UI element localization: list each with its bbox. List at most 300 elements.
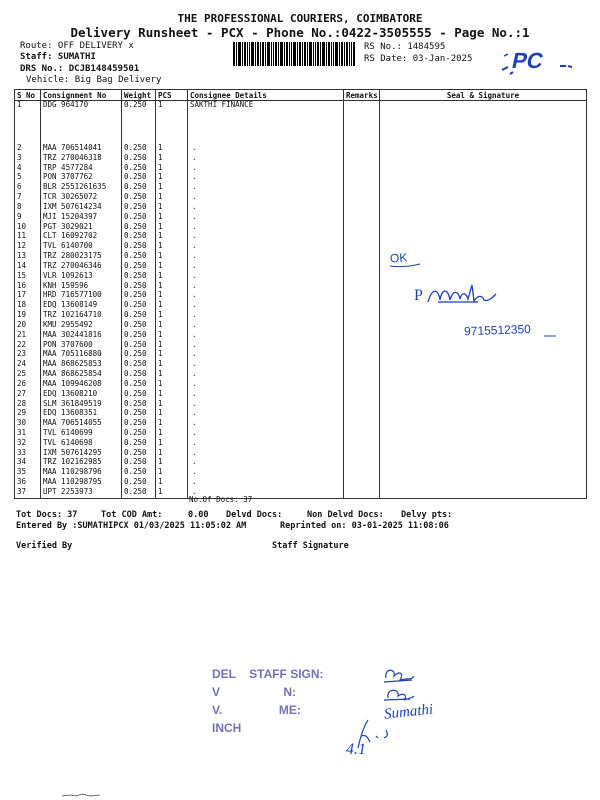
cell-sno: 32	[15, 439, 41, 449]
cell-remarks	[344, 360, 380, 370]
cell-remarks	[344, 252, 380, 262]
col-header-remarks: Remarks	[344, 90, 380, 101]
cell-consignment-no: EDQ 13608351	[41, 409, 122, 419]
cell-seal-signature	[380, 439, 587, 449]
cell-consignee: .	[188, 173, 344, 183]
barcode-image	[233, 42, 355, 66]
table-row	[15, 400, 587, 410]
cell-remarks	[344, 232, 380, 242]
pc-stamp-mark	[498, 44, 578, 78]
stamp-line-2: V N:	[212, 685, 297, 699]
cell-sno: 3	[15, 154, 41, 164]
cell-consignee: .	[188, 272, 344, 282]
cell-consignment-no: PON 3707762	[41, 173, 122, 183]
col-header-weight: Weight	[122, 90, 156, 101]
cell-weight: 0.250	[122, 223, 156, 233]
cell-consignment-no: TRZ 270046318	[41, 154, 122, 164]
table-row	[15, 173, 587, 183]
cell-pcs: 1	[156, 154, 188, 164]
cell-consignee: .	[188, 213, 344, 223]
cell-remarks	[344, 439, 380, 449]
cell-sno: 19	[15, 311, 41, 321]
cell-remarks	[344, 380, 380, 390]
route-label: Route: OFF DELIVERY x	[20, 41, 134, 51]
cell-weight: 0.250	[122, 203, 156, 213]
cell-remarks	[344, 370, 380, 380]
cell-weight: 0.250	[122, 341, 156, 351]
cell-remarks	[344, 164, 380, 174]
cell-pcs: 1	[156, 468, 188, 478]
staff-signature-label: Staff Signature	[272, 541, 349, 551]
handwritten-signature	[412, 280, 522, 310]
cell-weight: 0.250	[122, 252, 156, 262]
cell-weight: 0.250	[122, 468, 156, 478]
cell-consignment-no: TRZ 280023175	[41, 252, 122, 262]
cell-remarks	[344, 203, 380, 213]
cell-seal-signature	[380, 101, 587, 144]
table-row	[15, 154, 587, 164]
cell-sno: 12	[15, 242, 41, 252]
cell-remarks	[344, 262, 380, 272]
cell-sno: 30	[15, 419, 41, 429]
cell-remarks	[344, 488, 380, 499]
cell-seal-signature	[380, 183, 587, 193]
cell-consignee: .	[188, 439, 344, 449]
table-row	[15, 262, 587, 272]
cell-consignment-no: MAA 868625854	[41, 370, 122, 380]
cell-sno: 7	[15, 193, 41, 203]
delivery-stamp	[200, 662, 470, 774]
table-row	[15, 370, 587, 380]
cell-pcs: 1	[156, 291, 188, 301]
cell-pcs: 1	[156, 183, 188, 193]
cell-pcs: 1	[156, 321, 188, 331]
cell-sno: 6	[15, 183, 41, 193]
cell-seal-signature	[380, 223, 587, 233]
cell-remarks	[344, 183, 380, 193]
cell-consignment-no: MAA 110298796	[41, 468, 122, 478]
table-row	[15, 242, 587, 252]
cell-sno: 21	[15, 331, 41, 341]
cell-consignee: .	[188, 262, 344, 272]
cell-remarks	[344, 331, 380, 341]
cell-consignment-no: EDQ 13608210	[41, 390, 122, 400]
cell-consignment-no: MAA 705116880	[41, 350, 122, 360]
cell-pcs: 1	[156, 390, 188, 400]
cell-weight: 0.250	[122, 272, 156, 282]
cell-pcs: 1	[156, 478, 188, 488]
cell-weight: 0.250	[122, 282, 156, 292]
cell-sno: 37	[15, 488, 41, 499]
cell-pcs: 1	[156, 252, 188, 262]
stamp-line-1: DEL STAFF SIGN:	[212, 667, 324, 681]
cell-consignment-no: TCR 30265072	[41, 193, 122, 203]
table-row	[15, 380, 587, 390]
no-of-docs: No.Of Docs: 37	[189, 495, 253, 504]
cell-weight: 0.250	[122, 262, 156, 272]
cell-sno: 28	[15, 400, 41, 410]
cell-pcs: 1	[156, 213, 188, 223]
cell-pcs: 1	[156, 341, 188, 351]
cell-weight: 0.250	[122, 331, 156, 341]
cell-sno: 36	[15, 478, 41, 488]
cell-consignee: .	[188, 242, 344, 252]
cell-weight: 0.250	[122, 380, 156, 390]
table-row	[15, 193, 587, 203]
cell-pcs: 1	[156, 409, 188, 419]
cell-remarks	[344, 429, 380, 439]
drs-number: DRS No.: DCJB148459501	[20, 64, 140, 74]
cell-weight: 0.250	[122, 449, 156, 459]
cell-consignee: .	[188, 350, 344, 360]
col-header-consignee: Consignee Details	[188, 90, 344, 101]
cell-weight: 0.250	[122, 429, 156, 439]
cell-pcs: 1	[156, 232, 188, 242]
cell-consignee: .	[188, 429, 344, 439]
cell-pcs: 1	[156, 458, 188, 468]
cell-consignee: .	[188, 380, 344, 390]
cell-weight: 0.250	[122, 350, 156, 360]
handwritten-ok	[388, 248, 424, 268]
cell-remarks	[344, 409, 380, 419]
cell-consignee: .	[188, 232, 344, 242]
cell-weight: 0.250	[122, 311, 156, 321]
delivered-docs: Delvd Docs:	[226, 510, 283, 520]
cell-consignee: .	[188, 360, 344, 370]
cell-pcs: 1	[156, 449, 188, 459]
col-header-consignment: Consignment No	[41, 90, 122, 101]
cell-remarks	[344, 272, 380, 282]
cell-consignment-no: TVL 6140698	[41, 439, 122, 449]
cell-seal-signature	[380, 164, 587, 174]
cell-consignment-no: MJI 15204397	[41, 213, 122, 223]
cell-sno: 4	[15, 164, 41, 174]
cell-consignee: .	[188, 311, 344, 321]
pc-stamp-text: PC	[509, 48, 546, 73]
cell-consignee: .	[188, 341, 344, 351]
cell-remarks	[344, 458, 380, 468]
table-row	[15, 164, 587, 174]
cell-pcs: 1	[156, 360, 188, 370]
cell-consignee: .	[188, 223, 344, 233]
cell-remarks	[344, 449, 380, 459]
cell-sno: 15	[15, 272, 41, 282]
cell-consignment-no: PGT 3029021	[41, 223, 122, 233]
cell-pcs: 1	[156, 400, 188, 410]
cell-weight: 0.250	[122, 164, 156, 174]
cell-consignee: .	[188, 488, 344, 499]
cell-sno: 10	[15, 223, 41, 233]
cell-pcs: 1	[156, 331, 188, 341]
company-name: THE PROFESSIONAL COURIERS, COIMBATORE	[177, 12, 423, 25]
cell-consignee: .	[188, 468, 344, 478]
cell-consignment-no: IXM 507614295	[41, 449, 122, 459]
cell-consignment-no: TRZ 102162985	[41, 458, 122, 468]
cell-consignee: .	[188, 144, 344, 154]
cell-seal-signature	[380, 468, 587, 478]
table-row	[15, 478, 587, 488]
handwritten-ok-text: OK	[389, 250, 408, 266]
cell-consignee: .	[188, 390, 344, 400]
table-row	[15, 232, 587, 242]
cell-consignee: .	[188, 419, 344, 429]
cell-consignment-no: MAA 706514041	[41, 144, 122, 154]
cell-sno: 16	[15, 282, 41, 292]
handwritten-phone-text: 9715512350	[463, 321, 532, 339]
cell-pcs: 1	[156, 439, 188, 449]
cell-weight: 0.250	[122, 458, 156, 468]
cell-weight: 0.250	[122, 242, 156, 252]
cell-sno: 20	[15, 321, 41, 331]
col-header-seal: Seal & Signature	[380, 90, 587, 101]
cell-consignee: .	[188, 301, 344, 311]
table-header-row	[15, 90, 587, 101]
table-row	[15, 223, 587, 233]
table-row	[15, 144, 587, 154]
cell-sno: 25	[15, 370, 41, 380]
cell-remarks	[344, 144, 380, 154]
table-row	[15, 458, 587, 468]
handwritten-signature-initial: P	[414, 287, 423, 304]
vehicle-label: Vehicle: Big Bag Delivery	[26, 75, 162, 85]
cell-remarks	[344, 193, 380, 203]
cell-sno: 29	[15, 409, 41, 419]
cell-remarks	[344, 223, 380, 233]
cell-sno: 27	[15, 390, 41, 400]
cell-consignment-no: MAA 868625853	[41, 360, 122, 370]
table-row	[15, 101, 587, 144]
cell-seal-signature	[380, 380, 587, 390]
cell-consignee: .	[188, 458, 344, 468]
cell-consignee: .	[188, 252, 344, 262]
cell-weight: 0.250	[122, 154, 156, 164]
table-row	[15, 468, 587, 478]
cell-seal-signature	[380, 488, 587, 499]
cell-consignee: .	[188, 164, 344, 174]
cell-seal-signature	[380, 154, 587, 164]
cell-consignment-no: MAA 110298795	[41, 478, 122, 488]
cell-remarks	[344, 468, 380, 478]
cell-consignment-no: TVL 6140700	[41, 242, 122, 252]
rs-number: RS No.: 1484595	[364, 42, 446, 52]
cell-pcs: 1	[156, 429, 188, 439]
cell-consignment-no: MAA 706514055	[41, 419, 122, 429]
cell-consignee: .	[188, 370, 344, 380]
cell-consignment-no: EDQ 13608149	[41, 301, 122, 311]
cell-weight: 0.250	[122, 439, 156, 449]
stamp-line-4: INCH	[212, 721, 242, 735]
cell-remarks	[344, 400, 380, 410]
cell-pcs: 1	[156, 419, 188, 429]
cell-pcs: 1	[156, 380, 188, 390]
cell-consignment-no: DDG 964170	[41, 101, 122, 144]
cell-pcs: 1	[156, 223, 188, 233]
cell-remarks	[344, 173, 380, 183]
cell-pcs: 1	[156, 173, 188, 183]
total-docs: Tot Docs: 37	[16, 510, 78, 520]
cell-seal-signature	[380, 409, 587, 419]
cell-consignment-no: TVL 6140699	[41, 429, 122, 439]
table-row	[15, 429, 587, 439]
cell-remarks	[344, 242, 380, 252]
cell-consignee: .	[188, 409, 344, 419]
cell-consignee: .	[188, 400, 344, 410]
cell-weight: 0.250	[122, 390, 156, 400]
cell-sno: 11	[15, 232, 41, 242]
cell-sno: 24	[15, 360, 41, 370]
cell-seal-signature	[380, 193, 587, 203]
col-header-pcs: PCS	[156, 90, 188, 101]
cell-pcs: 1	[156, 193, 188, 203]
table-row	[15, 203, 587, 213]
cell-consignment-no: TRZ 270046346	[41, 262, 122, 272]
cell-weight: 0.250	[122, 400, 156, 410]
cell-consignment-no: SLM 361849519	[41, 400, 122, 410]
cell-weight: 0.250	[122, 232, 156, 242]
cell-remarks	[344, 390, 380, 400]
cell-weight: 0.250	[122, 144, 156, 154]
non-delivered-docs: Non Delvd Docs:	[307, 510, 384, 520]
cell-consignee: .	[188, 203, 344, 213]
cell-remarks	[344, 341, 380, 351]
cell-weight: 0.250	[122, 409, 156, 419]
runsheet-title: Delivery Runsheet - PCX - Phone No.:0422-3505555 - Page No.:1	[70, 25, 530, 40]
cell-consignee: .	[188, 193, 344, 203]
cell-sno: 14	[15, 262, 41, 272]
table-row	[15, 488, 587, 499]
cell-remarks	[344, 154, 380, 164]
stamp-date-scrawl: 4.1	[346, 741, 366, 758]
cell-pcs: 1	[156, 282, 188, 292]
cell-sno: 18	[15, 301, 41, 311]
rs-date: RS Date: 03-Jan-2025	[364, 54, 473, 64]
table-row	[15, 419, 587, 429]
cell-sno: 9	[15, 213, 41, 223]
cell-remarks	[344, 478, 380, 488]
cell-sno: 8	[15, 203, 41, 213]
cell-weight: 0.250	[122, 321, 156, 331]
cell-consignment-no: MAA 109946208	[41, 380, 122, 390]
cell-weight: 0.250	[122, 488, 156, 499]
cell-sno: 31	[15, 429, 41, 439]
cell-remarks	[344, 282, 380, 292]
table-row	[15, 183, 587, 193]
cell-pcs: 1	[156, 262, 188, 272]
cell-pcs: 1	[156, 311, 188, 321]
cell-seal-signature	[380, 341, 587, 351]
cell-consignment-no: BLR 2551261635	[41, 183, 122, 193]
cell-consignee: .	[188, 449, 344, 459]
cell-pcs: 1	[156, 242, 188, 252]
cell-consignee: .	[188, 154, 344, 164]
cell-sno: 22	[15, 341, 41, 351]
cell-sno: 26	[15, 380, 41, 390]
table-row	[15, 360, 587, 370]
cell-consignee: .	[188, 478, 344, 488]
cell-seal-signature	[380, 144, 587, 154]
cell-sno: 1	[15, 101, 41, 144]
cell-sno: 35	[15, 468, 41, 478]
verified-by: Verified By	[16, 541, 73, 551]
table-row	[15, 409, 587, 419]
cell-consignment-no: TRP 4577284	[41, 164, 122, 174]
cell-pcs: 1	[156, 350, 188, 360]
cell-weight: 0.250	[122, 360, 156, 370]
cell-consignment-no: VLR 1092613	[41, 272, 122, 282]
delivery-points: Delvy pts:	[401, 510, 453, 520]
cell-consignment-no: TRZ 102164710	[41, 311, 122, 321]
cell-seal-signature	[380, 449, 587, 459]
cell-weight: 0.250	[122, 478, 156, 488]
bottom-scribble	[60, 790, 110, 798]
cell-sno: 5	[15, 173, 41, 183]
cell-weight: 0.250	[122, 301, 156, 311]
cell-consignment-no: HRD 716577100	[41, 291, 122, 301]
cell-consignment-no: UPT 2253973	[41, 488, 122, 499]
table-row	[15, 350, 587, 360]
cell-sno: 34	[15, 458, 41, 468]
cell-consignee: .	[188, 291, 344, 301]
cell-weight: 0.250	[122, 183, 156, 193]
cell-seal-signature	[380, 390, 587, 400]
cell-pcs: 1	[156, 203, 188, 213]
stamp-name-signature: Sumathi	[383, 701, 434, 723]
cell-weight: 0.250	[122, 101, 156, 144]
cell-remarks	[344, 321, 380, 331]
cell-weight: 0.250	[122, 193, 156, 203]
cell-seal-signature	[380, 173, 587, 183]
cell-consignment-no: CLT 16092702	[41, 232, 122, 242]
table-row	[15, 390, 587, 400]
cell-pcs: 1	[156, 272, 188, 282]
cell-weight: 0.250	[122, 370, 156, 380]
cell-seal-signature	[380, 232, 587, 242]
cell-consignee: .	[188, 282, 344, 292]
cell-remarks	[344, 311, 380, 321]
cell-pcs: 1	[156, 101, 188, 144]
cell-weight: 0.250	[122, 419, 156, 429]
cell-pcs: 1	[156, 301, 188, 311]
cell-remarks	[344, 101, 380, 144]
table-row	[15, 449, 587, 459]
cell-remarks	[344, 419, 380, 429]
cell-remarks	[344, 291, 380, 301]
cell-consignment-no: KMU 2955492	[41, 321, 122, 331]
cell-pcs: 1	[156, 164, 188, 174]
cell-seal-signature	[380, 419, 587, 429]
table-row	[15, 213, 587, 223]
cell-sno: 13	[15, 252, 41, 262]
stamp-line-3: V. ME:	[212, 703, 301, 717]
cell-remarks	[344, 301, 380, 311]
cell-sno: 2	[15, 144, 41, 154]
cell-weight: 0.250	[122, 291, 156, 301]
cell-sno: 33	[15, 449, 41, 459]
cell-remarks	[344, 350, 380, 360]
cell-seal-signature	[380, 400, 587, 410]
cell-pcs: 1	[156, 144, 188, 154]
table-row	[15, 341, 587, 351]
cell-sno: 17	[15, 291, 41, 301]
cell-seal-signature	[380, 458, 587, 468]
handwritten-phone	[462, 318, 562, 342]
cell-weight: 0.250	[122, 173, 156, 183]
entered-by: Entered By :SUMATHIPCX 01/03/2025 11:05:02 AM	[16, 521, 247, 531]
table-row	[15, 252, 587, 262]
cell-pcs: 1	[156, 488, 188, 499]
cell-seal-signature	[380, 213, 587, 223]
cell-consignee: .	[188, 331, 344, 341]
